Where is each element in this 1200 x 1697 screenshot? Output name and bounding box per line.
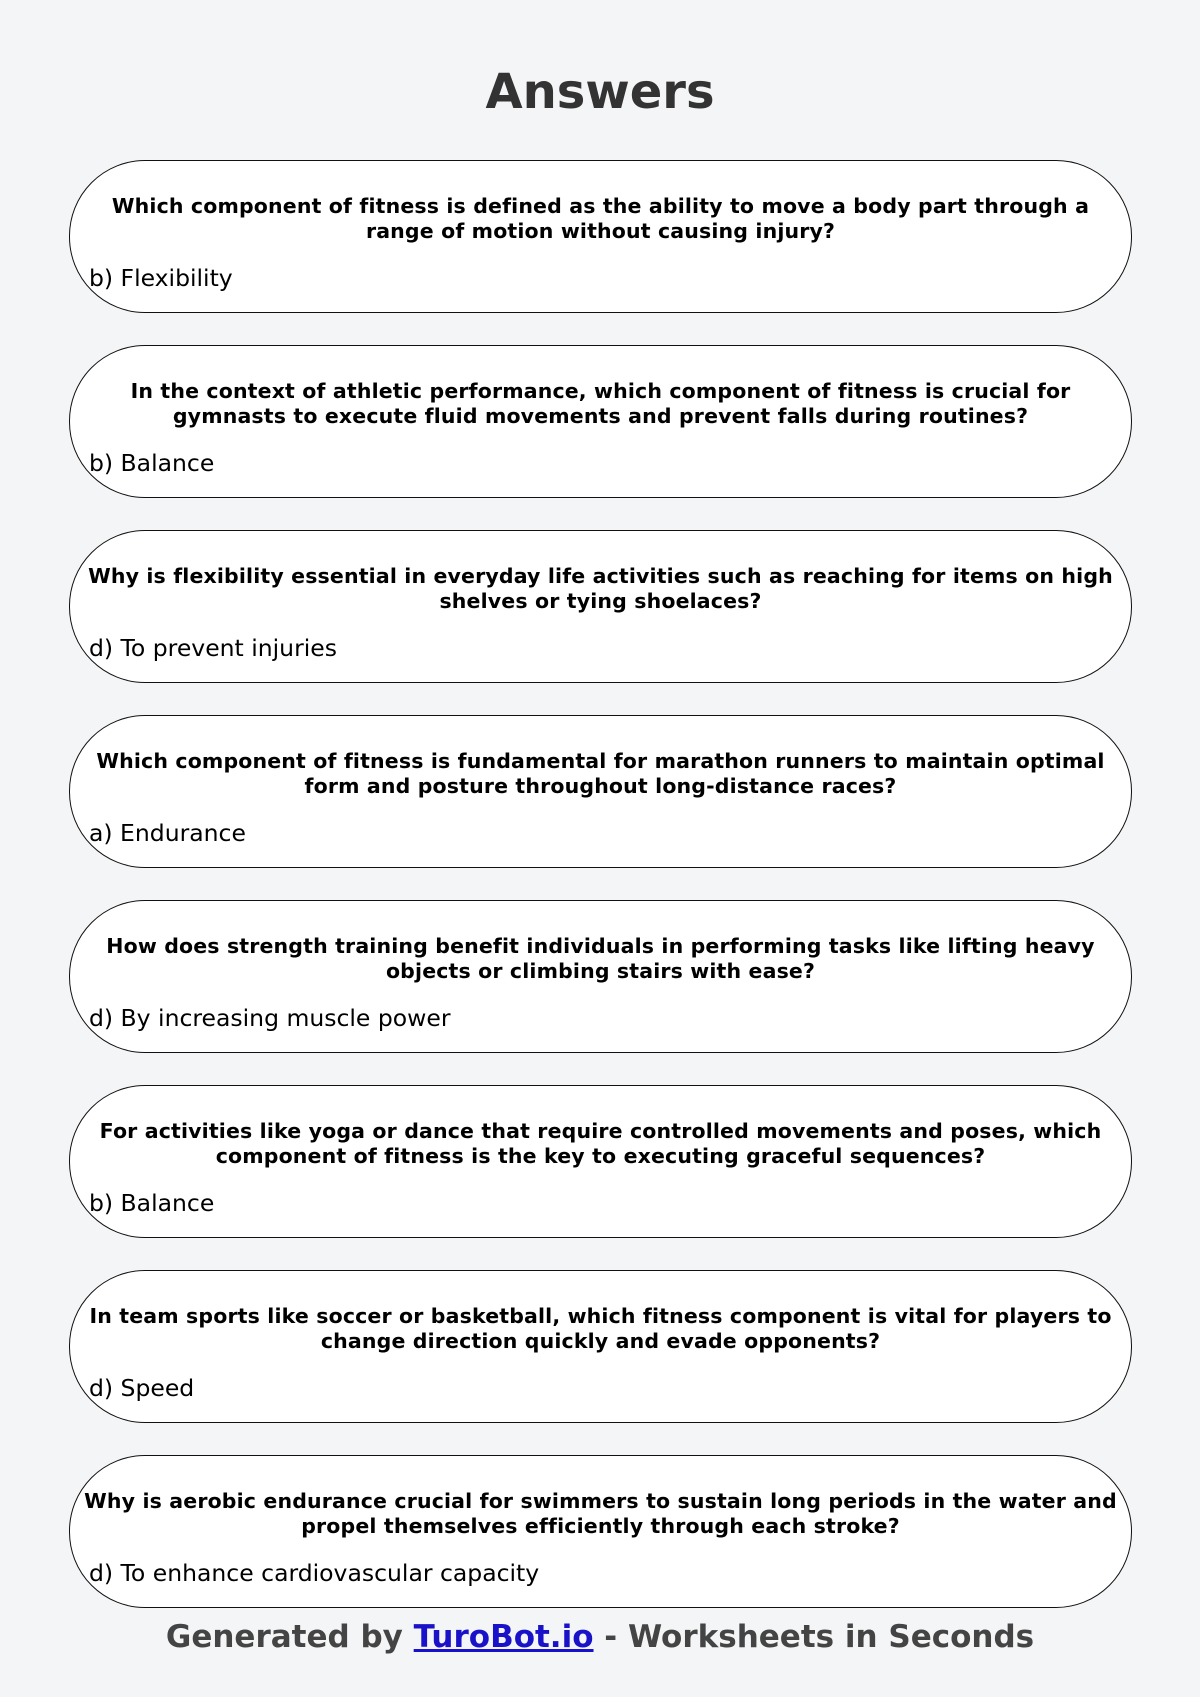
question-text: How does strength training benefit individuals in performing tasks like lifting heavy objects or climbing stairs with ease?: [106, 934, 1095, 983]
answer-card: [69, 1085, 1132, 1238]
question-text: For activities like yoga or dance that require controlled movements and poses, which component of fitness is the key to executing graceful sequences?: [99, 1119, 1102, 1168]
answer-text: d) Speed: [89, 1374, 195, 1402]
question-text: Which component of fitness is defined as the ability to move a body part through a range of motion without causing injury?: [111, 194, 1090, 243]
footer: [0, 1617, 1200, 1657]
answer-card: [69, 715, 1132, 868]
answer-text: a) Endurance: [89, 819, 246, 847]
answer-text: d) By increasing muscle power: [89, 1004, 451, 1032]
answer-text: b) Flexibility: [89, 264, 233, 292]
answer-text: b) Balance: [89, 1189, 215, 1217]
page-title: Answers: [485, 64, 715, 120]
answer-text: d) To enhance cardiovascular capacity: [89, 1559, 540, 1587]
question-text: Which component of fitness is fundamental for marathon runners to maintain optimal form and posture throughout long-distance races?: [96, 749, 1105, 798]
question-text: Why is flexibility essential in everyday life activities such as reaching for items on high shelves or tying shoelaces?: [88, 564, 1113, 613]
question-text: In the context of athletic performance, which component of fitness is crucial for gymnasts to execute fluid movements and prevent falls during routines?: [130, 379, 1071, 428]
question-text: Why is aerobic endurance crucial for swimmers to sustain long periods in the water and propel themselves efficiently through each stroke?: [84, 1489, 1117, 1538]
footer-suffix: - Worksheets in Seconds: [593, 1619, 1035, 1655]
question-text: In team sports like soccer or basketball, which fitness component is vital for players to change direction quickly and evade opponents?: [89, 1304, 1112, 1353]
answer-card: [69, 160, 1132, 313]
answer-text: d) To prevent injuries: [89, 634, 337, 662]
turobot-link[interactable]: TuroBot.io: [413, 1619, 594, 1655]
answer-card: [69, 1270, 1132, 1423]
footer-prefix: Generated by: [165, 1619, 414, 1655]
answer-card: [69, 900, 1132, 1053]
answer-text: b) Balance: [89, 449, 215, 477]
answer-card: [69, 345, 1132, 498]
answer-card: [69, 530, 1132, 683]
answer-card: [69, 1455, 1132, 1608]
